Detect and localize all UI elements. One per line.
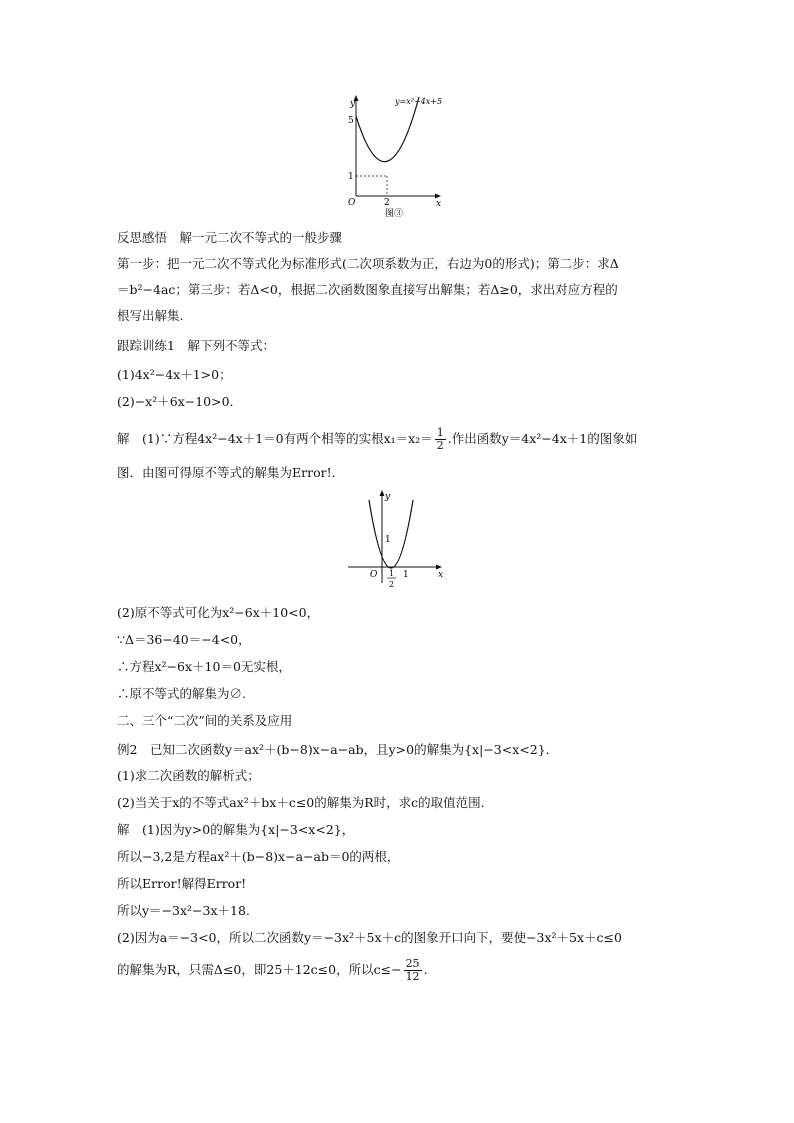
fraction-25-12 [404,958,422,983]
parabola-curve [356,97,419,162]
tick-x-2: 2 [384,198,390,208]
text-line: 根写出解集. [117,308,184,323]
fraction-denominator: 12 [405,970,420,983]
parabola-figure-2 [345,487,450,595]
text-line: 解 (1)因为y>0的解集为{x|−3<x<2}， [117,822,355,837]
tick-x-half-den: 2 [389,580,395,589]
x-axis-label: x [438,570,444,580]
text-line: 第一步：把一元二次不等式化为标准形式(二次项系数为正，右边为0的形式)；第二步：求Δ [117,256,619,271]
text-line: 所以y＝−3x²−3x＋18. [117,903,250,918]
x-axis-label: x [436,199,442,209]
text-line: ∴方程x²−6x＋10＝0无实根， [117,659,291,674]
tick-y-5: 5 [348,116,354,126]
tick-y-1: 1 [385,535,391,545]
parabola-figure-3 [340,92,450,222]
fraction-denominator: 2 [436,439,444,452]
solution-line [117,427,637,452]
text-line: (2)−x²＋6x−10>0. [117,394,234,409]
exercise-heading: 跟踪训练1 解下列不等式： [117,338,275,353]
text-line: 图．由图可得原不等式的解集为Error!. [117,465,336,480]
section-heading: 二、三个“二次”间的关系及应用 [117,713,293,728]
y-axis-label: y [385,492,391,502]
text-segment: 解 (1)∵方程4x²−4x＋1＝0有两个相等的实根x₁＝x₂＝ [117,431,433,446]
text-line: (1)求二次函数的解析式； [117,768,260,783]
text-line: 所以Error!解得Error! [117,876,247,891]
text-line: (2)原不等式可化为x²−6x＋10<0， [117,605,320,620]
x-arrow [436,565,442,570]
tick-y-1: 1 [348,172,354,182]
x-arrow [435,194,441,199]
tick-x-half-num: 1 [389,569,395,578]
text-segment: . [423,962,428,977]
fraction-one-half [435,427,446,452]
origin-label: O [348,198,356,208]
text-line: (2)当关于x的不等式ax²＋bx＋c≤0的解集为R时，求c的取值范围. [117,795,485,810]
text-line: (1)4x²−4x＋1>0； [117,367,232,382]
reflection-heading: 反思感悟 解一元二次不等式的一般步骤 [117,230,343,245]
formula-label: y=x²−4x+5 [395,97,443,106]
text-line: ∵Δ＝36−40＝−4<0， [117,632,251,647]
text-segment: .作出函数y＝4x²−4x＋1的图象如 [447,431,638,446]
origin-label: O [370,570,378,580]
text-line: 所以−3,2是方程ax²＋(b−8)x−a−ab＝0的两根， [117,849,400,864]
text-segment: 的解集为R，只需Δ≤0，即25＋12c≤0，所以c≤− [117,962,402,977]
example-heading: 例2 已知二次函数y＝ax²＋(b−8)x−a−ab，且y>0的解集为{x|−3<x<2}． [117,742,559,757]
fraction-numerator: 1 [436,426,444,439]
tick-x-1: 1 [403,570,409,580]
text-line: ＝b²−4ac；第三步：若Δ<0，根据二次函数图象直接写出解集；若Δ≥0，求出对应方程的 [117,282,618,297]
fraction-numerator: 25 [405,957,420,970]
text-line: (2)因为a＝−3<0，所以二次函数y＝−3x²＋5x＋c的图象开口向下，要使−3x²＋5x＋c≤0 [117,930,622,945]
y-axis-label: y [350,99,356,109]
figure-caption: 图③ [385,209,404,219]
text-line: ∴原不等式的解集为∅. [117,686,246,701]
solution-line [117,958,428,983]
y-arrow [380,490,385,496]
parabola-curve [369,500,413,568]
